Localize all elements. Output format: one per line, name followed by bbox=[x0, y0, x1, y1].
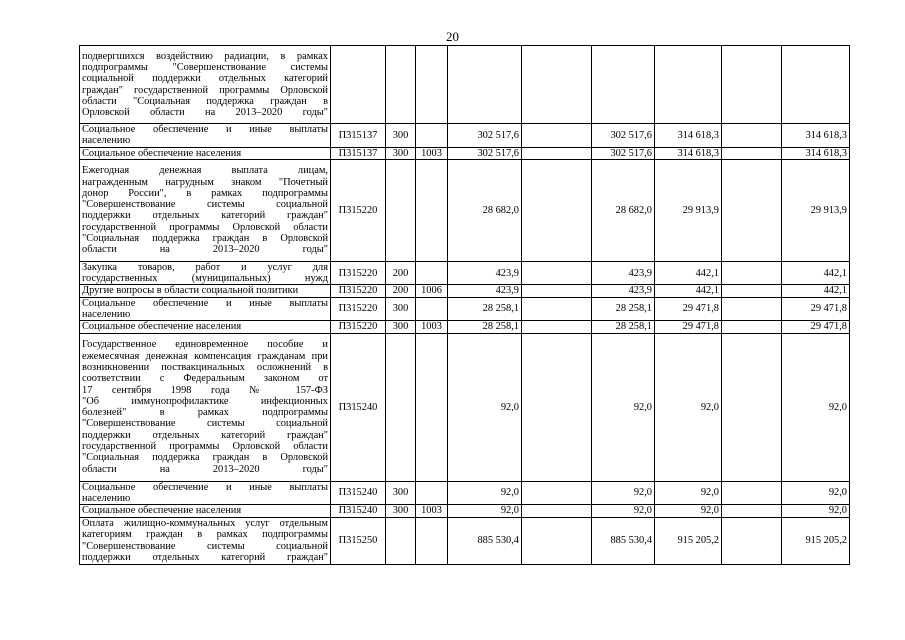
amount-cell: 92,0 bbox=[592, 505, 655, 517]
table-row bbox=[80, 285, 850, 297]
description-line: государственных (муниципальных) нужд bbox=[82, 273, 328, 285]
amount-cell: 442,1 bbox=[782, 285, 850, 297]
budget-table bbox=[79, 45, 850, 565]
rz-cell bbox=[416, 159, 448, 261]
amount-cell bbox=[655, 46, 722, 124]
amount-cell: 92,0 bbox=[655, 505, 722, 517]
description-line: Социальное обеспечение и иные выплаты bbox=[82, 124, 328, 135]
csr-cell: П315137 bbox=[331, 124, 386, 148]
amount-cell bbox=[722, 517, 782, 564]
vr-cell bbox=[386, 159, 416, 261]
description-line: возникновении поствакцинальных осложнений в bbox=[82, 361, 328, 373]
table-row bbox=[80, 333, 850, 481]
amount-cell: 92,0 bbox=[592, 333, 655, 481]
amount-cell: 302 517,6 bbox=[592, 147, 655, 159]
csr-cell: П315220 bbox=[331, 321, 386, 333]
table-row bbox=[80, 505, 850, 517]
rz-cell bbox=[416, 333, 448, 481]
vr-cell: 300 bbox=[386, 505, 416, 517]
amount-cell bbox=[522, 333, 592, 481]
row-description bbox=[80, 505, 331, 517]
amount-cell: 92,0 bbox=[448, 505, 522, 517]
description-line: болезней" в рамках подпрограммы bbox=[82, 407, 328, 419]
row-description bbox=[80, 517, 331, 564]
amount-cell bbox=[522, 481, 592, 505]
amount-cell: 29 913,9 bbox=[782, 159, 850, 261]
amount-cell bbox=[722, 333, 782, 481]
amount-cell: 915 205,2 bbox=[782, 517, 850, 564]
vr-cell: 200 bbox=[386, 285, 416, 297]
vr-cell bbox=[386, 517, 416, 564]
csr-cell: П315137 bbox=[331, 147, 386, 159]
amount-cell: 28 258,1 bbox=[448, 297, 522, 321]
csr-cell bbox=[331, 46, 386, 124]
amount-cell: 28 258,1 bbox=[592, 321, 655, 333]
amount-cell: 442,1 bbox=[655, 261, 722, 285]
row-description bbox=[80, 321, 331, 333]
description-line: соответствии с Федеральным законом от bbox=[82, 373, 328, 385]
vr-cell: 300 bbox=[386, 124, 416, 148]
amount-cell bbox=[722, 124, 782, 148]
vr-cell: 300 bbox=[386, 147, 416, 159]
csr-cell: П315220 bbox=[331, 297, 386, 321]
amount-cell bbox=[522, 505, 592, 517]
amount-cell: 302 517,6 bbox=[448, 124, 522, 148]
description-line: награжденным нагрудным знаком "Почетный bbox=[82, 176, 328, 188]
csr-cell: П315250 bbox=[331, 517, 386, 564]
amount-cell bbox=[522, 159, 592, 261]
amount-cell bbox=[522, 321, 592, 333]
description-line: Социальное обеспечение населения bbox=[82, 321, 242, 333]
table-row bbox=[80, 124, 850, 148]
description-line: 17 сентября 1998 года № 157-ФЗ bbox=[82, 384, 328, 396]
description-line: поддержки отдельных категорий граждан" bbox=[82, 210, 328, 222]
amount-cell bbox=[722, 321, 782, 333]
vr-cell: 300 bbox=[386, 321, 416, 333]
amount-cell: 885 530,4 bbox=[448, 517, 522, 564]
amount-cell: 29 471,8 bbox=[655, 297, 722, 321]
amount-cell: 28 258,1 bbox=[448, 321, 522, 333]
description-line: Социальное обеспечение и иные выплаты bbox=[82, 297, 328, 309]
csr-cell: П315240 bbox=[331, 481, 386, 505]
amount-cell bbox=[722, 505, 782, 517]
row-description bbox=[80, 481, 331, 505]
description-line: области "Социальная поддержка граждан в bbox=[82, 95, 328, 107]
amount-cell bbox=[522, 517, 592, 564]
csr-cell: П315240 bbox=[331, 333, 386, 481]
rz-cell bbox=[416, 517, 448, 564]
amount-cell bbox=[722, 297, 782, 321]
amount-cell: 92,0 bbox=[782, 505, 850, 517]
amount-cell bbox=[522, 261, 592, 285]
amount-cell bbox=[448, 46, 522, 124]
amount-cell bbox=[522, 147, 592, 159]
description-line: "Об иммунопрофилактике инфекционных bbox=[82, 395, 328, 407]
table-row bbox=[80, 321, 850, 333]
table-row bbox=[80, 147, 850, 159]
csr-cell: П315220 bbox=[331, 159, 386, 261]
amount-cell: 423,9 bbox=[448, 261, 522, 285]
amount-cell: 92,0 bbox=[448, 333, 522, 481]
amount-cell: 29 913,9 bbox=[655, 159, 722, 261]
amount-cell: 29 471,8 bbox=[782, 321, 850, 333]
amount-cell: 442,1 bbox=[655, 285, 722, 297]
table-body bbox=[80, 46, 850, 565]
table-row bbox=[80, 261, 850, 285]
amount-cell bbox=[722, 147, 782, 159]
amount-cell bbox=[722, 261, 782, 285]
description-line: населению bbox=[82, 309, 131, 321]
description-line: граждан" государственной программы Орловской bbox=[82, 84, 328, 96]
amount-cell: 92,0 bbox=[448, 481, 522, 505]
amount-cell: 442,1 bbox=[782, 261, 850, 285]
amount-cell bbox=[722, 46, 782, 124]
table-row bbox=[80, 297, 850, 321]
description-line: "Социальная поддержка граждан в Орловской bbox=[82, 232, 328, 244]
description-line: государственной программы Орловской области bbox=[82, 441, 328, 453]
amount-cell bbox=[592, 46, 655, 124]
description-line: категориям граждан в рамках подпрограммы bbox=[82, 529, 328, 541]
rz-cell: 1003 bbox=[416, 321, 448, 333]
amount-cell bbox=[522, 46, 592, 124]
description-line: Социальное обеспечение и иные выплаты bbox=[82, 481, 328, 493]
description-line: "Совершенствование системы социальной bbox=[82, 540, 328, 552]
amount-cell bbox=[522, 285, 592, 297]
amount-cell: 92,0 bbox=[592, 481, 655, 505]
row-description bbox=[80, 261, 331, 285]
rz-cell: 1003 bbox=[416, 147, 448, 159]
rz-cell bbox=[416, 261, 448, 285]
description-line: подпрограммы "Совершенствование системы bbox=[82, 61, 328, 73]
description-line: Государственное единовременное пособие и bbox=[82, 339, 328, 351]
description-line: поддержки отдельных категорий граждан" bbox=[82, 429, 328, 441]
description-line: Социальное обеспечение населения bbox=[82, 505, 242, 517]
table-row bbox=[80, 46, 850, 124]
description-line: Орловской области на 2013–2020 годы" bbox=[82, 107, 328, 119]
amount-cell: 302 517,6 bbox=[592, 124, 655, 148]
row-description bbox=[80, 159, 331, 261]
row-description bbox=[80, 285, 331, 297]
amount-cell bbox=[722, 159, 782, 261]
amount-cell: 314 618,3 bbox=[655, 124, 722, 148]
amount-cell: 302 517,6 bbox=[448, 147, 522, 159]
amount-cell: 885 530,4 bbox=[592, 517, 655, 564]
description-line: ежемесячная денежная компенсация гражданам при bbox=[82, 350, 328, 362]
amount-cell: 92,0 bbox=[782, 481, 850, 505]
amount-cell: 423,9 bbox=[448, 285, 522, 297]
description-line: поддержки отдельных категорий граждан" bbox=[82, 551, 328, 563]
amount-cell bbox=[522, 124, 592, 148]
amount-cell: 29 471,8 bbox=[655, 321, 722, 333]
row-description bbox=[80, 46, 331, 124]
amount-cell bbox=[522, 297, 592, 321]
description-line: области на 2013–2020 годы" bbox=[82, 463, 328, 475]
amount-cell bbox=[722, 481, 782, 505]
amount-cell: 29 471,8 bbox=[782, 297, 850, 321]
description-line: "Совершенствование системы социальной bbox=[82, 418, 328, 430]
csr-cell: П315240 bbox=[331, 505, 386, 517]
page-number: 20 bbox=[446, 29, 459, 44]
row-description bbox=[80, 297, 331, 321]
vr-cell: 200 bbox=[386, 261, 416, 285]
table-row bbox=[80, 481, 850, 505]
amount-cell: 314 618,3 bbox=[655, 147, 722, 159]
amount-cell: 28 682,0 bbox=[592, 159, 655, 261]
description-line: государственной программы Орловской области bbox=[82, 221, 328, 233]
csr-cell: П315220 bbox=[331, 285, 386, 297]
rz-cell bbox=[416, 297, 448, 321]
description-line: Оплата жилищно-коммунальных услуг отдельным bbox=[82, 517, 328, 529]
amount-cell: 92,0 bbox=[655, 481, 722, 505]
rz-cell bbox=[416, 46, 448, 124]
rz-cell: 1003 bbox=[416, 505, 448, 517]
amount-cell: 423,9 bbox=[592, 261, 655, 285]
table-row bbox=[80, 517, 850, 564]
amount-cell: 314 618,3 bbox=[782, 147, 850, 159]
description-line: Закупка товаров, работ и услуг для bbox=[82, 261, 328, 273]
vr-cell bbox=[386, 46, 416, 124]
description-line: социальной поддержки отдельных категорий bbox=[82, 73, 328, 85]
amount-cell: 92,0 bbox=[782, 333, 850, 481]
amount-cell: 423,9 bbox=[592, 285, 655, 297]
description-line: Ежегодная денежная выплата лицам, bbox=[82, 165, 328, 177]
vr-cell: 300 bbox=[386, 297, 416, 321]
description-line: населению bbox=[82, 492, 131, 504]
description-line: "Социальная поддержка граждан в Орловской bbox=[82, 452, 328, 464]
amount-cell: 314 618,3 bbox=[782, 124, 850, 148]
rz-cell: 1006 bbox=[416, 285, 448, 297]
amount-cell: 92,0 bbox=[655, 333, 722, 481]
amount-cell: 915 205,2 bbox=[655, 517, 722, 564]
description-line: подвергшихся воздействию радиации, в рамках bbox=[82, 50, 328, 62]
description-line: области на 2013–2020 годы" bbox=[82, 244, 328, 256]
description-line: "Совершенствование системы социальной bbox=[82, 199, 328, 211]
vr-cell: 300 bbox=[386, 481, 416, 505]
amount-cell bbox=[722, 285, 782, 297]
description-line: донор России", в рамках подпрограммы bbox=[82, 187, 328, 199]
rz-cell bbox=[416, 124, 448, 148]
description-line: населению bbox=[82, 135, 131, 147]
amount-cell: 28 682,0 bbox=[448, 159, 522, 261]
amount-cell: 28 258,1 bbox=[592, 297, 655, 321]
csr-cell: П315220 bbox=[331, 261, 386, 285]
row-description bbox=[80, 147, 331, 159]
row-description bbox=[80, 333, 331, 481]
description-line: Социальное обеспечение населения bbox=[82, 147, 242, 159]
amount-cell bbox=[782, 46, 850, 124]
description-line: Другие вопросы в области социальной политики bbox=[82, 285, 299, 297]
table-row bbox=[80, 159, 850, 261]
row-description bbox=[80, 124, 331, 148]
vr-cell bbox=[386, 333, 416, 481]
rz-cell bbox=[416, 481, 448, 505]
